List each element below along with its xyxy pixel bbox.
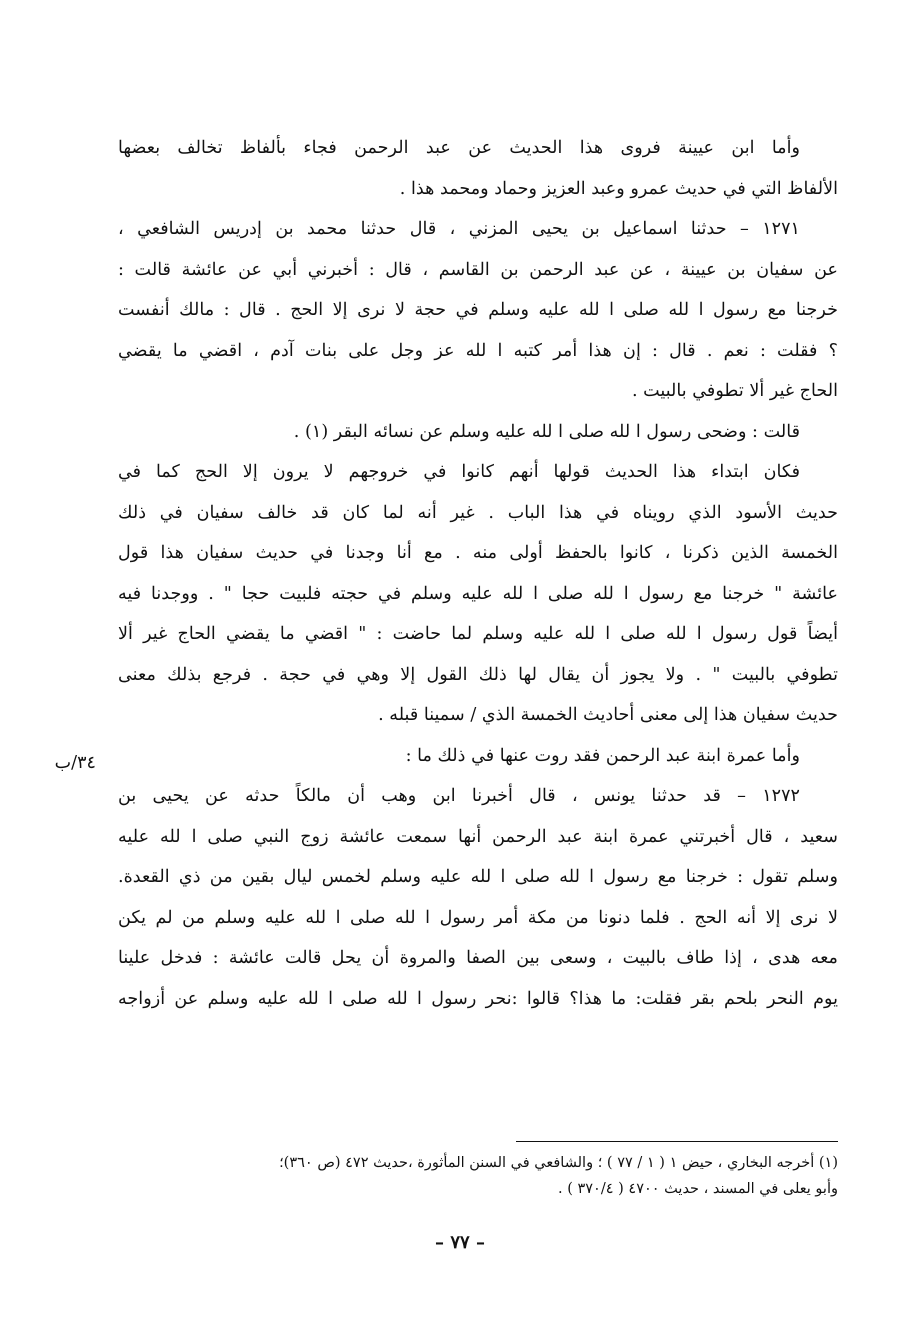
text-line: الخمسة الذين ذكرنا ، كانوا بالحفظ أولى منه . مع أنا وجدنا في حديث سفيان هذا قول [118, 543, 838, 563]
text-line: وأما عمرة ابنة عبد الرحمن فقد روت عنها في ذلك ما : [405, 745, 800, 766]
text-line: خرجنا مع رسول ا لله صلى ا لله عليه وسلم في حجة لا نرى إلا الحج . قال : مالك أنفست [118, 300, 838, 320]
text-line: سعيد ، قال أخبرتني عمرة ابنة عبد الرحمن أنها سمعت عائشة زوج النبي صلى ا لله عليه [118, 826, 838, 847]
text-line: قالت : وضحى رسول ا لله صلى ا لله عليه وسلم عن نسائه البقر (١) . [293, 421, 800, 442]
text-line: وأما ابن عيينة فروى هذا الحديث عن عبد الرحمن فجاء بألفاظ تخالف بعضها [118, 138, 800, 158]
text-line: الألفاظ التي في حديث عمرو وعبد العزيز وحماد ومحمد هذا . [399, 178, 838, 199]
text-line: ١٢٧١ – حدثنا اسماعيل بن يحيى المزني ، قال حدثنا محمد بن إدريس الشافعي ، [118, 219, 800, 239]
text-line: أيضاً قول رسول ا لله صلى ا لله عليه وسلم لما حاضت : " اقضي ما يقضي الحاج غير ألا [118, 624, 838, 644]
text-line: حديث الأسود الذي رويناه في هذا الباب . غير أنه لما كان قد خالف سفيان في ذلك [118, 502, 838, 523]
text-line: عن سفيان بن عيينة ، عن عبد الرحمن بن القاسم ، قال : أخبرني أبي عن عائشة قالت : [118, 259, 838, 280]
text-line: عائشة " خرجنا مع رسول ا لله صلى ا لله عليه وسلم في حجته فلبيت حجا " . ووجدنا فيه [118, 583, 838, 604]
text-line: تطوفي بالبيت " . ولا يجوز أن يقال لها ذلك القول إلا وهي في حجة . فرجع بذلك معنى [118, 664, 838, 685]
text-line: معه هدى ، إذا طاف بالبيت ، وسعى بين الصفا والمروة أن يحل قالت عائشة : فدخل علينا [118, 948, 838, 968]
text-line: ؟ فقلت : نعم . قال : إن هذا أمر كتبه ا لله عز وجل على بنات آدم ، اقضي ما يقضي [118, 340, 838, 361]
page-number: – ٧٧ – [435, 1232, 485, 1253]
text-line: ١٢٧٢ – قد حدثنا يونس ، قال أخبرنا ابن وهب أن مالكاً حدثه عن يحيى بن [118, 786, 800, 806]
text-line: لا نرى إلا أنه الحج . فلما دنونا من مكة أمر رسول ا لله صلى ا لله عليه وسلم من لم يكن [118, 907, 838, 928]
main-text [118, 128, 838, 1019]
text-line: وسلم تقول : خرجنا مع رسول ا لله صلى ا لله عليه وسلم لخمس ليال بقين من ذي القعدة. [118, 867, 838, 887]
footnotes [120, 1150, 838, 1202]
footnote-separator [516, 1141, 838, 1142]
footnote-line: وأبو يعلى في المسند ، حديث ٤٧٠٠ ( ٣٧٠/٤ ) . [557, 1181, 838, 1197]
text-line: يوم النحر بلحم بقر فقلت: ما هذا؟ قالوا :نحر رسول ا لله صلى ا لله عليه وسلم عن أزواجه [118, 988, 838, 1009]
text-line: الحاج غير ألا تطوفي بالبيت . [631, 381, 838, 401]
footnote-line: (١) أخرجه البخاري ، حيض ١ ( ١ / ٧٧ ) ؛ والشافعي في السنن المأثورة ،حديث ٤٧٢ (ص ٣٦٠)؛ [279, 1155, 838, 1171]
text-line: فكان ابتداء هذا الحديث قولها أنهم كانوا في خروجهم لا يرون إلا الحج كما في [118, 462, 800, 482]
text-line: حديث سفيان هذا إلى معنى أحاديث الخمسة الذي / سمينا قبله . [378, 705, 838, 725]
margin-folio-note: ٣٤/ب [54, 753, 96, 773]
